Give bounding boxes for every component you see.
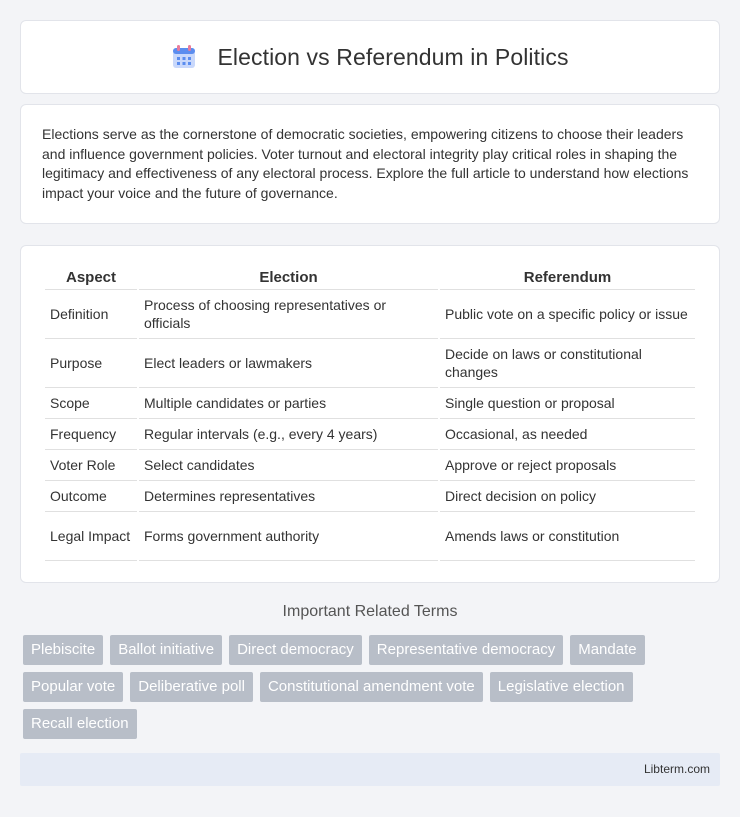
- cell-election: Multiple candidates or parties: [139, 388, 438, 419]
- table-row: [45, 339, 695, 388]
- cell-referendum: Occasional, as needed: [440, 419, 695, 450]
- table-row: [45, 290, 695, 339]
- tag-representative-democracy[interactable]: Representative democracy: [369, 635, 563, 665]
- cell-referendum: Amends laws or constitution: [440, 512, 695, 561]
- tag-plebiscite[interactable]: Plebiscite: [23, 635, 103, 665]
- tag-constitutional-amendment-vote[interactable]: Constitutional amendment vote: [260, 672, 483, 702]
- related-terms-title: Important Related Terms: [282, 603, 458, 620]
- table-header-row: [45, 266, 695, 290]
- intro-text: Elections serve as the cornerstone of democratic societies, empowering citizens to choose their leaders and influence government policies. Voter turnout and electoral integrity play critical roles in shaping the legitimacy and effectiveness of any electoral process. Explore the full article to understand how elections impact your voice and the future of governance.: [42, 126, 689, 201]
- cell-election: Process of choosing representatives or officials: [139, 290, 438, 339]
- cell-election: Forms government authority: [139, 512, 438, 561]
- tag-recall-election[interactable]: Recall election: [23, 709, 137, 739]
- cell-election: Regular intervals (e.g., every 4 years): [139, 419, 438, 450]
- tag-popular-vote[interactable]: Popular vote: [23, 672, 123, 702]
- table-row: [45, 481, 695, 512]
- cell-aspect: Definition: [45, 290, 137, 339]
- cell-aspect: Outcome: [45, 481, 137, 512]
- header-election: Election: [139, 266, 438, 290]
- related-terms-list: [23, 635, 723, 746]
- tag-mandate[interactable]: Mandate: [570, 635, 644, 665]
- cell-aspect: Voter Role: [45, 450, 137, 481]
- cell-election: Determines representatives: [139, 481, 438, 512]
- cell-aspect: Scope: [45, 388, 137, 419]
- table-row: [45, 419, 695, 450]
- intro-card: [20, 104, 720, 224]
- comparison-table: [43, 266, 697, 561]
- calendar-icon: [171, 44, 197, 70]
- tag-direct-democracy[interactable]: Direct democracy: [229, 635, 362, 665]
- table-row: [45, 512, 695, 561]
- cell-aspect: Legal Impact: [45, 512, 137, 561]
- tag-legislative-election[interactable]: Legislative election: [490, 672, 633, 702]
- table-row: [45, 450, 695, 481]
- comparison-card: [20, 245, 720, 583]
- footer-site-link[interactable]: Libterm.com: [643, 762, 710, 776]
- footer: [20, 753, 720, 786]
- page-title: Election vs Referendum in Politics: [217, 43, 569, 70]
- cell-election: Elect leaders or lawmakers: [139, 339, 438, 388]
- tag-deliberative-poll[interactable]: Deliberative poll: [130, 672, 253, 702]
- cell-referendum: Single question or proposal: [440, 388, 695, 419]
- table-row: [45, 388, 695, 419]
- header-aspect: Aspect: [45, 266, 137, 290]
- cell-aspect: Frequency: [45, 419, 137, 450]
- title-card: [20, 20, 720, 94]
- header-referendum: Referendum: [440, 266, 695, 290]
- cell-referendum: Public vote on a specific policy or issue: [440, 290, 695, 339]
- tag-ballot-initiative[interactable]: Ballot initiative: [110, 635, 222, 665]
- cell-aspect: Purpose: [45, 339, 137, 388]
- cell-referendum: Approve or reject proposals: [440, 450, 695, 481]
- cell-referendum: Decide on laws or constitutional changes: [440, 339, 695, 388]
- cell-referendum: Direct decision on policy: [440, 481, 695, 512]
- cell-election: Select candidates: [139, 450, 438, 481]
